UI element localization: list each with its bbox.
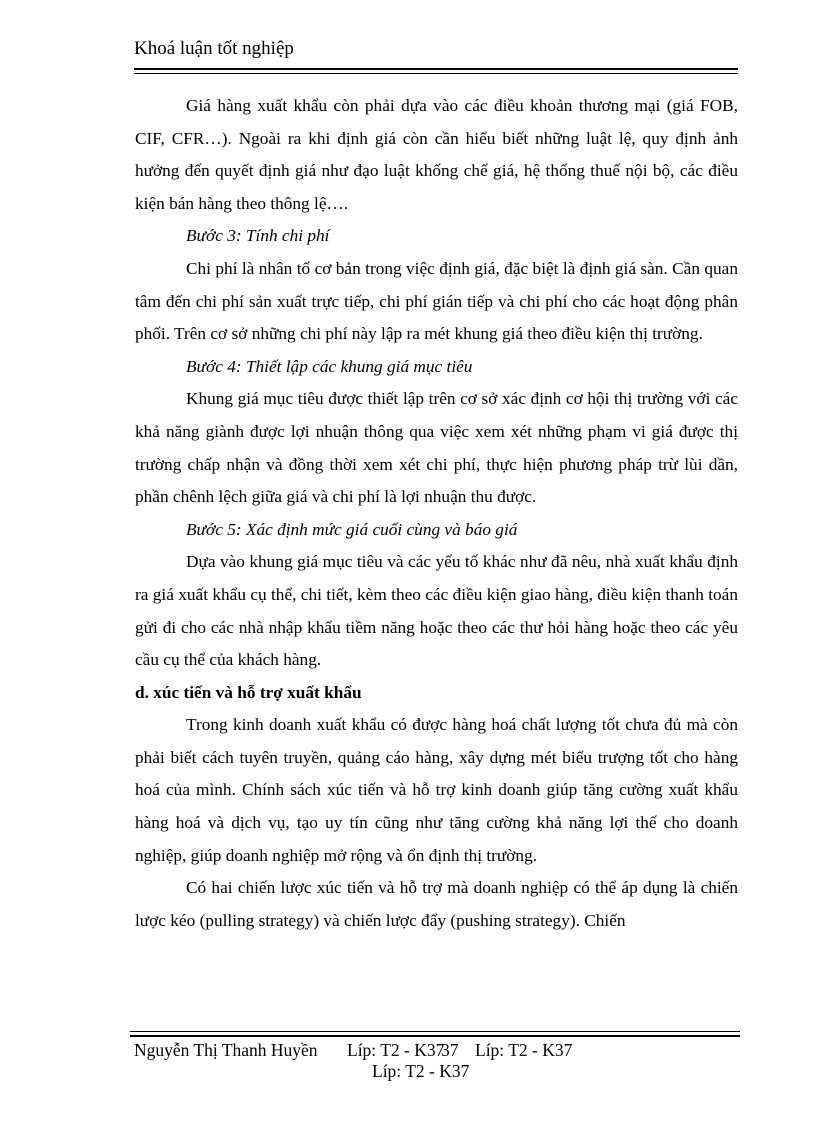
page-header-title: Khoá luận tốt nghiệp bbox=[134, 38, 294, 59]
paragraph-promotion: Trong kinh doanh xuất khẩu có được hàng hoá chất lượng tốt chưa đủ mà còn phải biết cách tuyên truyền, quảng cáo hàng, xây dựng mét biểu trượng tốt cho hàng hoá của mình. Chính sách xúc tiến và hỗ trợ kinh doanh giúp tăng cường xuất khẩu hàng hoá và dịch vụ, tạo uy tín cũng như tăng cường khả năng lợi thế cho doanh nghiệp, giúp doanh nghiệp mở rộng và ổn định thị trường. bbox=[135, 715, 738, 865]
footer-class-label-duplicate: Líp: T2 - K37 bbox=[475, 1040, 573, 1060]
footer-author: Nguyễn Thị Thanh Huyền bbox=[134, 1040, 318, 1060]
footer-rule-thin bbox=[130, 1031, 740, 1032]
paragraph-final-price: Dựa vào khung giá mục tiêu và các yếu tố khác như đã nêu, nhà xuất khẩu định ra giá xuất khẩu cụ thể, chi tiết, kèm theo các điều kiện giao hàng, điều kiện thanh toán gửi đi cho các nhà nhập khẩu tiềm năng hoặc theo các thư hỏi hàng hoặc theo các yêu cầu cụ thể của khách hàng. bbox=[135, 552, 738, 670]
paragraph-target-price-range: Khung giá mục tiêu được thiết lập trên cơ sở xác định cơ hội thị trường với các khả năng giành được lợi nhuận thông qua việc xem xét những phạm vi giá được thị trường chấp nhận và đồng thời xem xét chi phí, thực hiện phương pháp trừ lùi dần, phần chênh lệch giữa giá và chi phí là lợi nhuận thu được. bbox=[135, 389, 738, 507]
footer-rule-thick bbox=[130, 1035, 740, 1037]
paragraph-costs: Chi phí là nhân tố cơ bản trong việc định giá, đặc biệt là định giá sàn. Cần quan tâm đến chi phí sản xuất trực tiếp, chi phí gián tiếp và chi phí cho các hoạt động phân phối. Trên cơ sở những chi phí này lập ra mét khung giá theo điều kiện thị trường. bbox=[135, 258, 738, 344]
footer-class-label: Líp: T2 - K37 bbox=[347, 1040, 445, 1060]
step-4-heading: Bước 4: Thiết lập các khung giá mục tiêu bbox=[186, 356, 473, 376]
header-rule-thin bbox=[134, 73, 738, 74]
section-d-heading: d. xúc tiến và hỗ trợ xuất khẩu bbox=[135, 682, 362, 702]
footer-page-number: 37 bbox=[441, 1040, 459, 1060]
paragraph-export-price-terms: Giá hàng xuất khẩu còn phải dựa vào các điều khoản thương mại (giá FOB, CIF, CFR…). Ngoài ra khi định giá còn cần hiểu biết những luật lệ, quy định ảnh hưởng đến quyết định giá như đạo luật khống chế giá, hệ thống thuế nội bộ, các điều kiện bán hàng theo thông lệ…. bbox=[135, 96, 738, 213]
paragraph-strategies: Có hai chiến lược xúc tiến và hỗ trợ mà doanh nghiệp có thể áp dụng là chiến lược kéo (pulling strategy) và chiến lược đẩy (pushing strategy). Chiến bbox=[135, 878, 738, 930]
document-body bbox=[135, 90, 738, 937]
footer-class-label-second-line: Líp: T2 - K37 bbox=[372, 1061, 470, 1081]
step-5-heading: Bước 5: Xác định mức giá cuối cùng và báo giá bbox=[186, 519, 518, 539]
step-3-heading: Bước 3: Tính chi phí bbox=[186, 226, 330, 246]
header-rule-thick bbox=[134, 68, 738, 70]
